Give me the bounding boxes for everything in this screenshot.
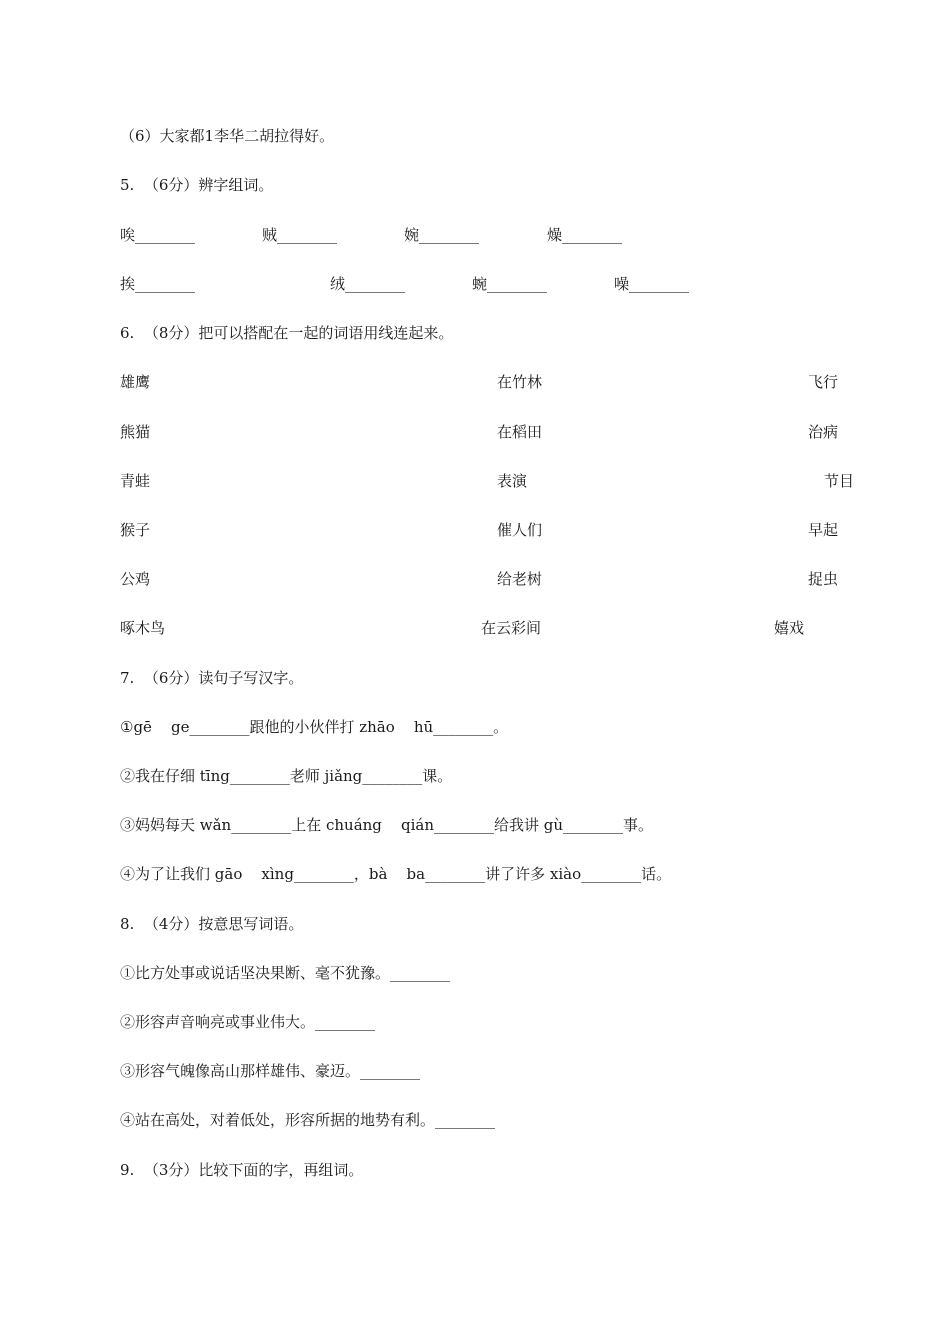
q6-middle-word: 催人们	[497, 521, 543, 539]
q6-right-word: 飞行	[808, 373, 839, 391]
q7-line: ②我在仔细 tīng________老师 jiǎng________课。	[120, 767, 453, 785]
q6-middle-word: 在竹林	[497, 373, 543, 391]
q8-title: 8. （4分）按意思写词语。	[120, 915, 304, 933]
q6-middle-word: 在稻田	[497, 423, 543, 441]
q8-line: ①比方处事或说话坚决果断、毫不犹豫。________	[120, 964, 451, 982]
q5-row2-item: 蜿________	[472, 275, 548, 293]
q6-title: 6. （8分）把可以搭配在一起的词语用线连起来。	[120, 324, 454, 342]
q5-row1-item: 贼________	[262, 226, 338, 244]
q4-item-6: （6）大家都1李华二胡拉得好。	[120, 127, 335, 145]
q6-left-word: 雄鹰	[120, 373, 151, 391]
q6-right-word: 早起	[808, 521, 839, 539]
q5-row1-item: 燥________	[547, 226, 623, 244]
q6-right-word: 治病	[808, 423, 839, 441]
q6-right-word: 捉虫	[808, 570, 839, 588]
q5-row2-item: 绒________	[330, 275, 406, 293]
q8-line: ④站在高处，对着低处，形容所据的地势有利。________	[120, 1111, 496, 1129]
q7-line: ③妈妈每天 wǎn________上在 chuáng qián________给我讲 gù________事。	[120, 816, 654, 834]
q6-middle-word: 给老树	[497, 570, 543, 588]
q7-line: ①gē ge________跟他的小伙伴打 zhāo hū________。	[120, 718, 509, 736]
q5-row2-item: 挨________	[120, 275, 196, 293]
q5-row2-item: 噪________	[614, 275, 690, 293]
q7-line: ④为了让我们 gāo xìng________，bà ba________讲了许多 xiào________话。	[120, 865, 672, 883]
q6-left-word: 猴子	[120, 521, 151, 539]
q7-title: 7. （6分）读句子写汉字。	[120, 669, 304, 687]
q5-title: 5. （6分）辨字组词。	[120, 176, 274, 194]
q6-middle-word: 表演	[497, 472, 528, 490]
q6-left-word: 啄木鸟	[120, 619, 166, 637]
q5-row1-item: 婉________	[404, 226, 480, 244]
q6-right-word: 嬉戏	[774, 619, 805, 637]
q6-middle-word: 在云彩间	[481, 619, 542, 637]
q6-left-word: 公鸡	[120, 570, 151, 588]
q8-line: ③形容气魄像高山那样雄伟、豪迈。________	[120, 1062, 421, 1080]
q8-line: ②形容声音响亮或事业伟大。________	[120, 1013, 376, 1031]
q6-left-word: 熊猫	[120, 423, 151, 441]
q9-title: 9. （3分）比较下面的字，再组词。	[120, 1161, 364, 1179]
q5-row1-item: 唉________	[120, 226, 196, 244]
q6-left-word: 青蛙	[120, 472, 151, 490]
q6-right-word: 节目	[824, 472, 855, 490]
